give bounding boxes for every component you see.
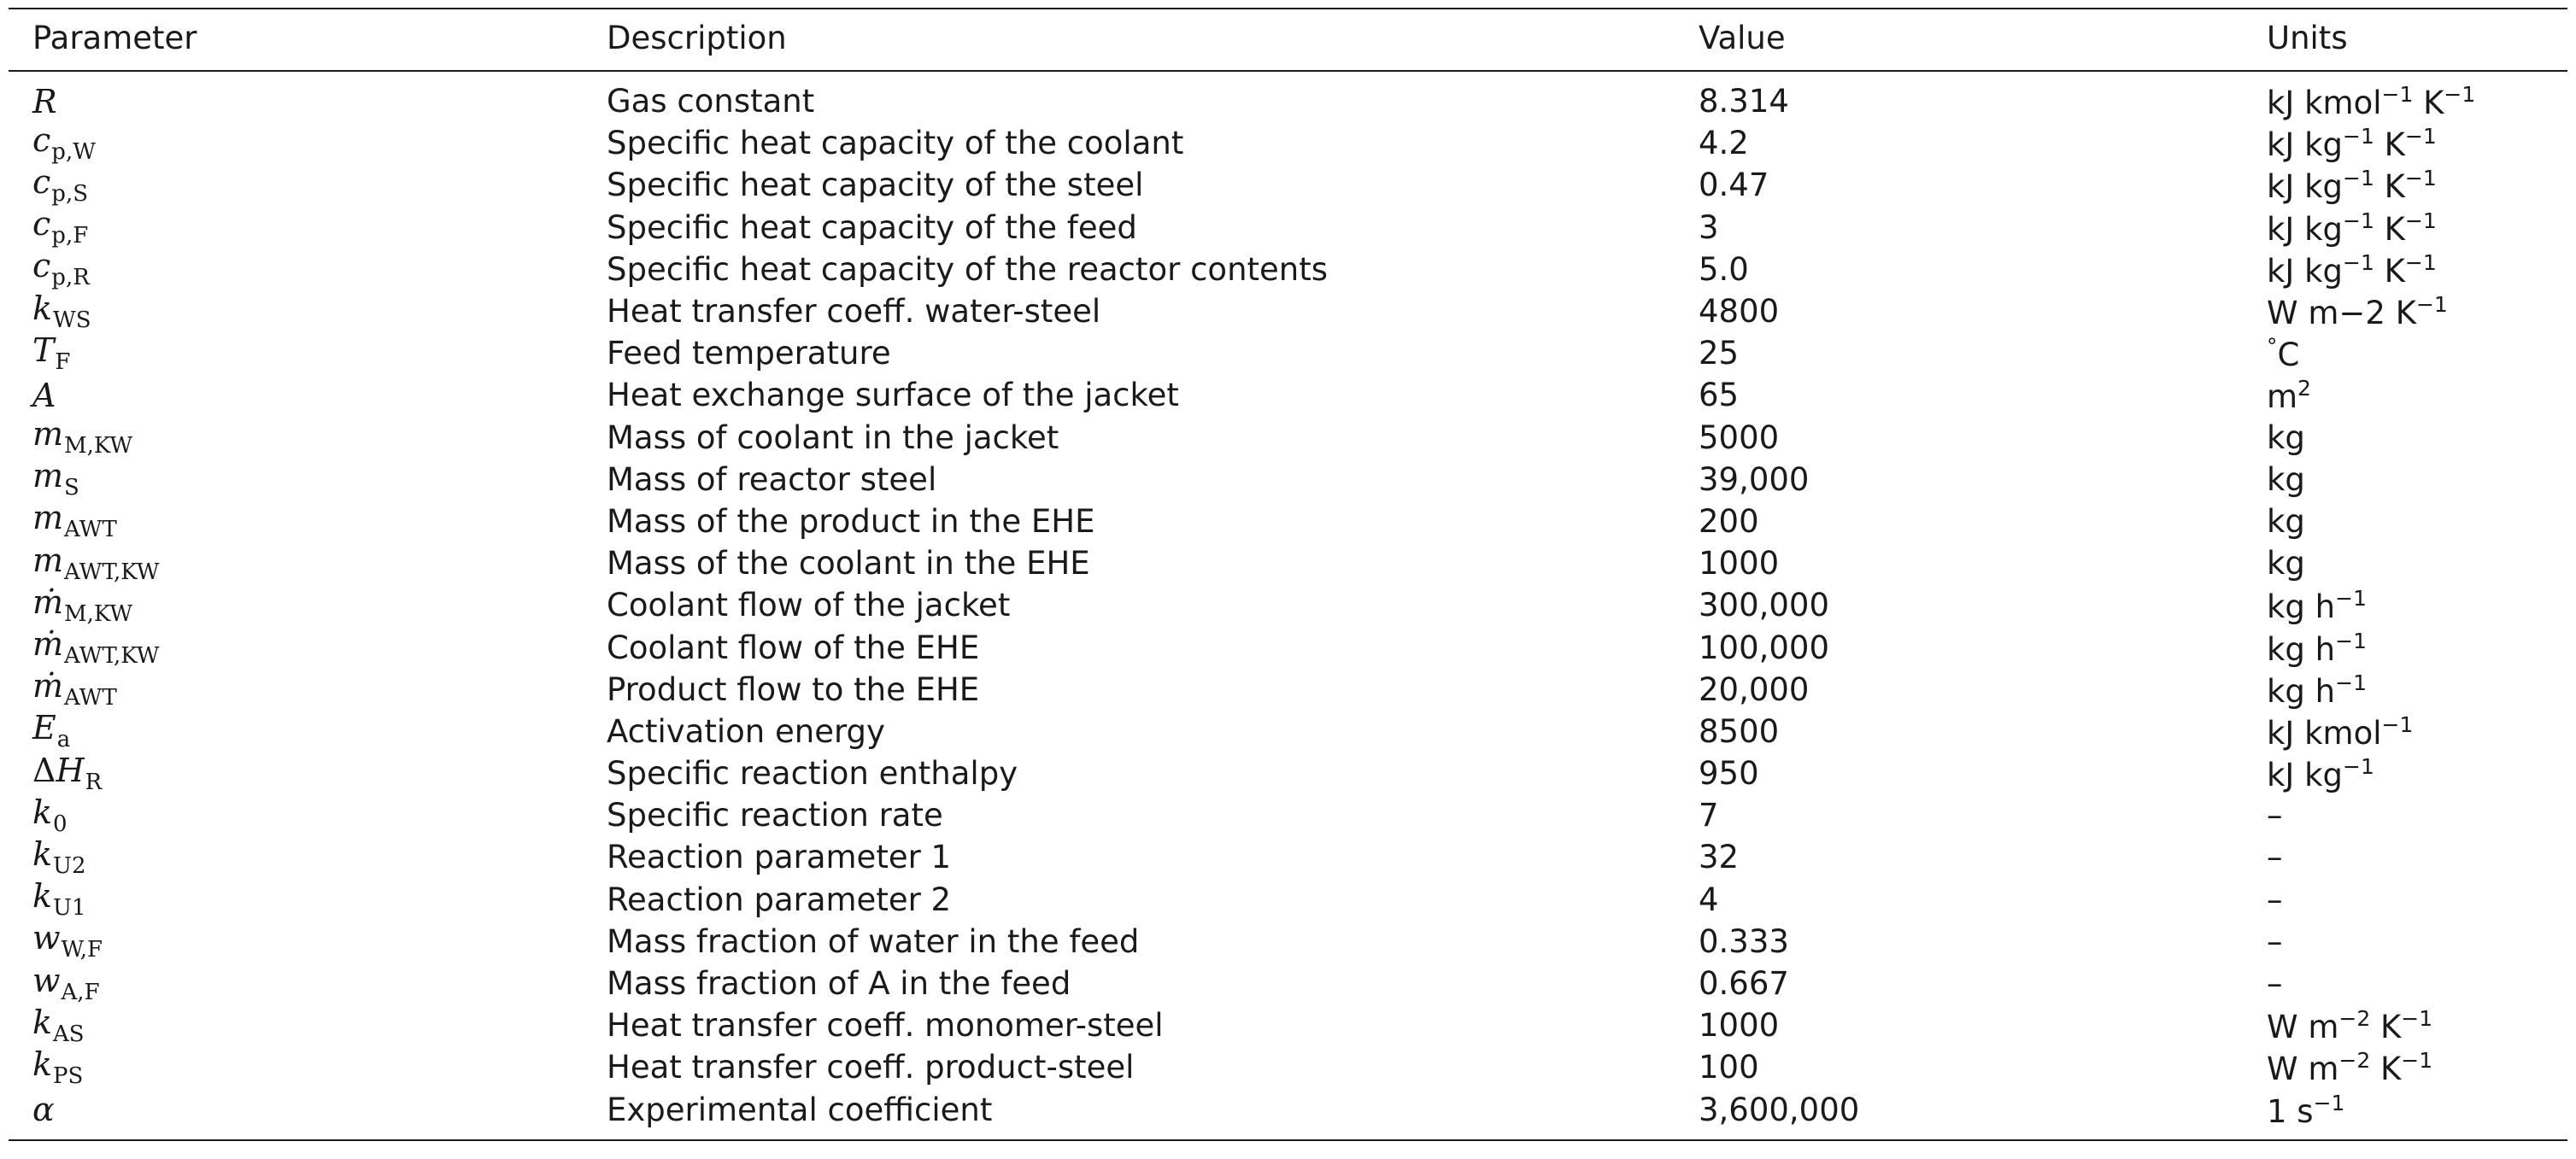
parameter-symbol: [32, 793, 67, 837]
symbol-subscript: PS: [53, 1062, 84, 1089]
parameter-symbol: [32, 499, 117, 543]
units-cell: [2243, 249, 2567, 290]
parameter-cell: [9, 376, 581, 414]
parameter-symbol: [32, 205, 89, 249]
units-text: C: [2277, 337, 2300, 374]
symbol-main: m: [32, 499, 64, 537]
description-cell: Mass fraction of water in the feed: [607, 922, 1140, 960]
units-cell: [2243, 82, 2567, 122]
description-cell: Specific heat capacity of the coolant: [607, 125, 1184, 162]
symbol-subscript: AWT: [64, 517, 117, 543]
units-text: kg h: [2267, 672, 2336, 710]
symbol-main: k: [32, 289, 53, 327]
parameter-symbol: [32, 457, 79, 501]
symbol-subscript: p,W: [51, 138, 96, 165]
table-row: [9, 794, 2567, 836]
symbol-subscript: M,KW: [64, 600, 133, 627]
units-cell: [2243, 922, 2567, 960]
symbol-main: c: [32, 162, 51, 201]
header-units: Units: [2267, 20, 2348, 56]
units-cell: [2243, 670, 2567, 710]
table-row: [9, 332, 2567, 374]
table-row: [9, 836, 2567, 878]
units-cell: [2243, 711, 2567, 752]
parameter-cell: [9, 541, 581, 585]
units-text: kJ kmol: [2267, 714, 2382, 752]
value-cell: 3: [1699, 208, 1719, 246]
units-cell: [2243, 460, 2567, 498]
units-text: kJ kmol: [2267, 85, 2382, 122]
parameter-cell: [9, 667, 581, 711]
value-cell: 32: [1699, 839, 1740, 876]
parameter-symbol: [32, 625, 160, 670]
table-row: [9, 500, 2567, 542]
table-row: [9, 669, 2567, 711]
units-cell: [2243, 1048, 2567, 1088]
units-superscript: −1: [2401, 1048, 2433, 1074]
value-cell: 0.47: [1699, 167, 1769, 204]
table-row: [9, 122, 2567, 164]
table-row: [9, 164, 2567, 206]
symbol-subscript: AWT: [64, 685, 117, 711]
units-text: kg: [2267, 545, 2305, 582]
value-cell: 39,000: [1699, 460, 1810, 498]
table-row: [9, 542, 2567, 584]
parameter-cell: [9, 919, 581, 963]
parameter-symbol: [32, 919, 103, 963]
parameter-cell: [9, 1091, 581, 1129]
header-parameter: Parameter: [32, 20, 197, 56]
value-cell: 4.2: [1699, 125, 1749, 162]
units-cell: [2243, 502, 2567, 540]
units-superscript: −1: [2343, 754, 2374, 780]
table-row: [9, 879, 2567, 921]
table-body: [9, 72, 2567, 1139]
table-row: [9, 1046, 2567, 1088]
parameter-symbol: [32, 415, 133, 460]
symbol-subscript: AS: [53, 1021, 85, 1047]
parameter-cell: [9, 1045, 581, 1089]
parameter-symbol: [32, 667, 117, 711]
symbol-subscript: M,KW: [64, 433, 133, 460]
parameter-cell: [9, 582, 581, 627]
description-cell: Coolant flow of the jacket: [607, 587, 1011, 624]
units-cell: [2243, 208, 2567, 248]
value-cell: 300,000: [1699, 587, 1830, 624]
parameter-cell: [9, 205, 581, 249]
units-superscript: −1: [2343, 166, 2374, 191]
symbol-main: w: [32, 919, 61, 957]
units-superscript: −1: [2381, 711, 2414, 737]
symbol-subscript: A,F: [61, 979, 100, 1005]
symbol-main: R: [32, 82, 57, 120]
table-row: [9, 1004, 2567, 1046]
symbol-main: c: [32, 205, 51, 243]
symbol-main: m: [32, 457, 64, 495]
symbol-main: A: [32, 376, 56, 414]
units-cell: [2243, 545, 2567, 582]
value-cell: 5000: [1699, 419, 1780, 456]
units-text: W m: [2267, 1009, 2339, 1046]
value-cell: 65: [1699, 377, 1740, 414]
units-text: kg: [2267, 419, 2305, 456]
units-cell: [2243, 586, 2567, 626]
table-row: [9, 249, 2567, 290]
units-cell: [2243, 797, 2567, 834]
units-superscript: −2: [2338, 1006, 2371, 1032]
symbol-main: ṁ: [32, 625, 64, 664]
table-row: [9, 711, 2567, 752]
symbol-main: ṁ: [32, 582, 64, 621]
symbol-subscript: R: [85, 769, 103, 795]
units-superscript: −1: [2313, 1090, 2345, 1115]
units-cell: [2243, 376, 2567, 416]
value-cell: 1000: [1699, 1007, 1780, 1045]
symbol-subscript: W,F: [61, 937, 103, 963]
symbol-subscript: 0: [53, 811, 67, 837]
symbol-main: m: [32, 415, 64, 454]
symbol-main: c: [32, 120, 51, 159]
parameter-symbol: [32, 1003, 85, 1047]
units-cell: [2243, 965, 2567, 1003]
symbol-main: E: [32, 709, 56, 747]
table-row: [9, 752, 2567, 794]
units-text: W m: [2267, 1051, 2339, 1088]
symbol-subscript: F: [55, 348, 71, 375]
parameter-symbol: [32, 751, 103, 795]
units-superscript: °: [2267, 334, 2278, 360]
parameter-symbol: [32, 1045, 84, 1089]
parameter-symbol: [32, 961, 100, 1005]
value-cell: 950: [1699, 755, 1759, 793]
description-cell: Mass of the coolant in the EHE: [607, 545, 1090, 582]
parameter-symbol: [32, 834, 86, 879]
symbol-subscript: p,R: [51, 265, 90, 291]
parameter-cell: [9, 162, 581, 207]
table-row: [9, 374, 2567, 416]
value-cell: 3,600,000: [1699, 1091, 1860, 1128]
units-cell: [2243, 334, 2567, 374]
parameter-cell: [9, 1003, 581, 1047]
units-cell: [2243, 292, 2567, 332]
parameter-cell: [9, 961, 581, 1005]
units-text: kJ kg: [2267, 126, 2344, 164]
value-cell: 100,000: [1699, 629, 1830, 666]
parameter-cell: [9, 82, 581, 120]
units-text: K: [2374, 210, 2405, 248]
description-cell: Mass of coolant in the jacket: [607, 419, 1059, 456]
units-text: kJ kg: [2267, 210, 2344, 248]
description-cell: Coolant flow of the EHE: [607, 629, 980, 666]
table-row: [9, 626, 2567, 668]
parameter-cell: [9, 877, 581, 922]
symbol-subscript: p,F: [51, 223, 89, 249]
units-superscript: −1: [2381, 82, 2414, 108]
parameter-cell: [9, 249, 581, 289]
units-cell: [2243, 839, 2567, 876]
units-text: m: [2267, 378, 2298, 416]
parameter-symbol: [32, 709, 71, 753]
symbol-main: m: [32, 541, 64, 579]
value-cell: 20,000: [1699, 670, 1810, 708]
value-cell: 100: [1699, 1049, 1759, 1086]
symbol-main: k: [32, 877, 53, 916]
units-superscript: −1: [2404, 166, 2437, 191]
description-cell: Feed temperature: [607, 335, 891, 372]
units-cell: [2243, 754, 2567, 794]
header-value: Value: [1699, 20, 1786, 56]
units-cell: [2243, 881, 2567, 918]
units-text: K: [2370, 1051, 2402, 1088]
units-superscript: −1: [2404, 124, 2437, 149]
description-cell: Mass fraction of A in the feed: [607, 965, 1071, 1003]
units-text: kg: [2267, 460, 2305, 498]
symbol-main: α: [32, 1091, 55, 1129]
symbol-subscript: AWT,KW: [64, 559, 160, 585]
units-text: kJ kg: [2267, 252, 2344, 290]
parameter-symbol: [32, 541, 160, 585]
table-row: [9, 417, 2567, 459]
description-cell: Specific heat capacity of the reactor contents: [607, 250, 1329, 288]
table-row: [9, 963, 2567, 1004]
parameter-cell: [9, 501, 581, 541]
units-text: –: [2267, 797, 2283, 834]
parameter-cell: [9, 120, 581, 165]
parameter-cell: [9, 331, 581, 375]
description-cell: Reaction parameter 1: [607, 839, 952, 876]
table-row: [9, 921, 2567, 963]
symbol-subscript: AWT,KW: [64, 643, 160, 670]
table-row: [9, 584, 2567, 626]
parameter-cell: [9, 711, 581, 751]
units-text: –: [2267, 881, 2283, 918]
units-superscript: −1: [2404, 208, 2437, 233]
table-row: [9, 1089, 2567, 1131]
description-cell: Heat transfer coeff. water-steel: [607, 293, 1101, 331]
units-superscript: 2: [2297, 376, 2311, 401]
description-cell: Gas constant: [607, 83, 815, 120]
units-text: –: [2267, 839, 2283, 876]
units-cell: [2243, 124, 2567, 164]
parameter-cell: [9, 834, 581, 879]
symbol-main: k: [32, 1003, 53, 1041]
units-text: kJ kg: [2267, 168, 2344, 206]
units-text: kg h: [2267, 588, 2336, 626]
parameter-symbol: [32, 162, 89, 207]
parameter-symbol: [32, 1091, 55, 1128]
value-cell: 0.667: [1699, 965, 1789, 1003]
description-cell: Specific reaction rate: [607, 797, 943, 834]
units-superscript: −1: [2343, 208, 2374, 233]
units-text: –: [2267, 965, 2283, 1003]
description-cell: Activation energy: [607, 712, 885, 750]
symbol-main: H: [56, 751, 85, 789]
symbol-main: k: [32, 834, 53, 873]
symbol-subscript: U1: [53, 895, 86, 922]
units-superscript: −1: [2335, 586, 2367, 612]
parameter-table: [9, 8, 2567, 1141]
units-superscript: −1: [2401, 1006, 2433, 1032]
units-superscript: −2: [2338, 1048, 2371, 1074]
table-row: [9, 459, 2567, 500]
value-cell: 7: [1699, 797, 1719, 834]
value-cell: 4: [1699, 881, 1719, 918]
parameter-cell: [9, 793, 581, 837]
table-row: [9, 207, 2567, 249]
symbol-main: T: [32, 331, 55, 369]
description-cell: Mass of the product in the EHE: [607, 502, 1095, 540]
units-text: kJ kg: [2267, 757, 2344, 794]
units-superscript: −1: [2335, 670, 2367, 695]
units-cell: [2243, 419, 2567, 456]
units-superscript: −1: [2343, 124, 2374, 149]
parameter-symbol: [32, 120, 96, 165]
parameter-symbol: [32, 331, 71, 375]
units-cell: [2243, 1006, 2567, 1046]
parameter-cell: [9, 751, 581, 795]
symbol-subscript: p,S: [51, 180, 89, 207]
units-text: K: [2413, 85, 2444, 122]
units-text: 1 s: [2267, 1092, 2314, 1130]
table-row: [9, 80, 2567, 122]
description-cell: Experimental coefficient: [607, 1091, 993, 1128]
table-row: [9, 290, 2567, 332]
value-cell: 1000: [1699, 545, 1780, 582]
symbol-subscript: WS: [53, 307, 91, 333]
description-cell: Mass of reactor steel: [607, 460, 937, 498]
symbol-main: c: [32, 247, 51, 285]
units-text: K: [2370, 1009, 2402, 1046]
units-superscript: −1: [2415, 292, 2448, 318]
units-superscript: −1: [2444, 82, 2476, 108]
symbol-main: k: [32, 1045, 53, 1083]
units-cell: [2243, 1090, 2567, 1130]
symbol-main: k: [32, 793, 53, 831]
units-text: W m−2 K: [2267, 295, 2416, 332]
units-text: –: [2267, 922, 2283, 960]
units-text: K: [2374, 168, 2405, 206]
parameter-symbol: [32, 377, 56, 414]
description-cell: Product flow to the EHE: [607, 670, 980, 708]
value-cell: 5.0: [1699, 250, 1749, 288]
units-text: kg: [2267, 502, 2305, 540]
parameter-symbol: [32, 582, 133, 627]
parameter-symbol: [32, 289, 91, 333]
parameter-symbol: [32, 83, 57, 120]
units-superscript: −1: [2404, 249, 2437, 275]
description-cell: Reaction parameter 2: [607, 881, 952, 918]
parameter-cell: [9, 289, 581, 333]
parameter-symbol: [32, 247, 90, 291]
description-cell: Specific heat capacity of the steel: [607, 167, 1144, 204]
description-cell: Heat transfer coeff. monomer-steel: [607, 1007, 1164, 1045]
description-cell: Heat transfer coeff. product-steel: [607, 1049, 1135, 1086]
symbol-main: w: [32, 961, 61, 999]
symbol-subscript: S: [64, 475, 79, 501]
units-cell: [2243, 628, 2567, 668]
parameter-symbol: [32, 877, 86, 922]
parameter-cell: [9, 457, 581, 501]
description-cell: Specific heat capacity of the feed: [607, 208, 1137, 246]
value-cell: 8500: [1699, 712, 1780, 750]
value-cell: 4800: [1699, 293, 1780, 331]
units-text: K: [2374, 252, 2405, 290]
value-cell: 8.314: [1699, 83, 1789, 120]
units-superscript: −1: [2335, 628, 2367, 653]
table-header: [9, 9, 2567, 72]
parameter-cell: [9, 625, 581, 670]
symbol-prefix: Δ: [32, 751, 56, 789]
units-superscript: −1: [2343, 249, 2374, 275]
value-cell: 25: [1699, 335, 1740, 372]
symbol-subscript: U2: [53, 852, 86, 879]
description-cell: Specific reaction enthalpy: [607, 755, 1018, 793]
units-cell: [2243, 166, 2567, 206]
symbol-subscript: a: [56, 727, 71, 753]
value-cell: 0.333: [1699, 922, 1789, 960]
symbol-main: ṁ: [32, 667, 64, 705]
header-description: Description: [607, 20, 787, 56]
units-text: K: [2374, 126, 2405, 164]
units-text: kg h: [2267, 630, 2336, 668]
value-cell: 200: [1699, 502, 1759, 540]
parameter-cell: [9, 415, 581, 460]
description-cell: Heat exchange surface of the jacket: [607, 377, 1179, 414]
